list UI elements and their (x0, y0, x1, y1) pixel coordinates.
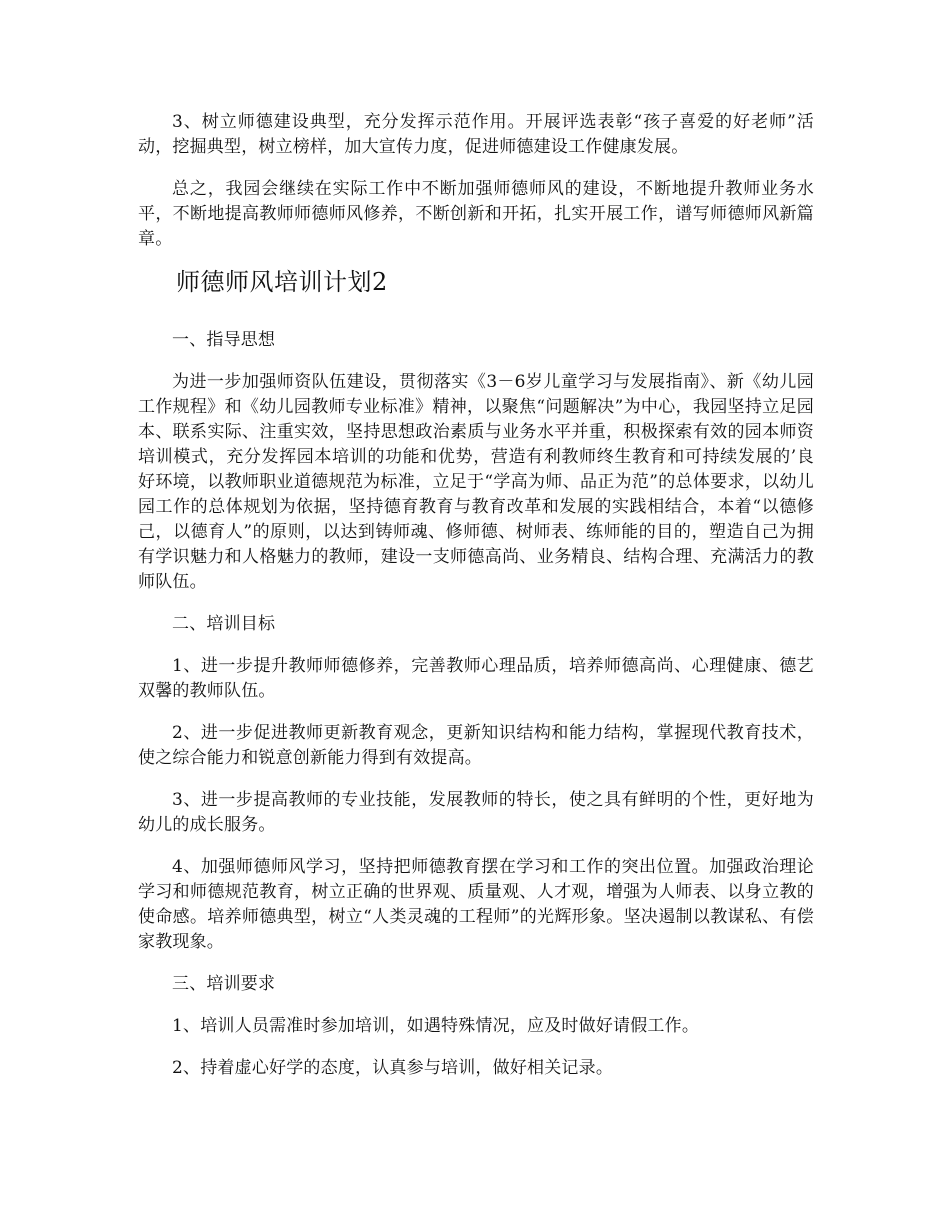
section-heading-guiding-ideology: 一、指导思想 (172, 330, 276, 350)
document-body (138, 110, 814, 1081)
paragraph-summary: 总之，我园会继续在实际工作中不断加强师德师风的建设，不断地提升教师业务水平，不断地提高教师师德师风修养，不断创新和开拓，扎实开展工作，谱写师德师风新篇章。 (138, 179, 814, 249)
goal-item-3: 3、进一步提高教师的专业技能，发展教师的特长，使之具有鲜明的个性，更好地为幼儿的成长服务。 (138, 790, 814, 835)
paragraph-item-3: 3、树立师德建设典型，充分发挥示范作用。开展评选表彰“孩子喜爱的好老师”活动，挖掘典型，树立榜样，加大宣传力度，促进师德建设工作健康发展。 (138, 112, 814, 157)
requirement-item-1: 1、培训人员需准时参加培训，如遇特殊情况，应及时做好请假工作。 (172, 1016, 700, 1036)
requirement-item-2: 2、持着虚心好学的态度，认真参与培训，做好相关记录。 (172, 1058, 614, 1078)
paragraph-guiding-ideology: 为进一步加强师资队伍建设，贯彻落实《3－6岁儿童学习与发展指南》、新《幼儿园工作规程》和《幼儿园教师专业标准》精神，以聚焦“问题解决”为中心，我园坚持立足园本、联系实际、注重实效，坚持思想政治素质与业务水平并重，积极探索有效的园本师资培训模式，充分发挥园本培训的功能和优势，营造有利教师终生教育和可持续发展的’良好环境，以教师职业道德规范为标准，立足于“学高为师、品正为范”的总体要求，以幼儿园工作的总体规划为依据，坚持德育教育与教育改革和发展的实践相结合，本着“以德修己，以德育人”的原则，以达到铸师魂、修师德、树师表、练师能的目的，塑造自己为拥有学识魅力和人格魅力的教师，建设一支师德高尚、业务精良、结构合理、充满活力的教师队伍。 (138, 372, 814, 592)
goal-item-4: 4、加强师德师风学习，坚持把师德教育摆在学习和工作的突出位置。加强政治理论学习和师德规范教育，树立正确的世界观、质量观、人才观，增强为人师表、以身立教的使命感。培养师德典型，树立“人类灵魂的工程师”的光辉形象。坚决遏制以教谋私、有偿家教现象。 (138, 857, 814, 952)
goal-item-1: 1、进一步提升教师师德修养，完善教师心理品质，培养师德高尚、心理健康、德艺双馨的教师队伍。 (138, 656, 814, 701)
section-heading-training-goals: 二、培训目标 (172, 614, 276, 634)
section-title: 师德师风培训计划2 (176, 268, 388, 296)
section-heading-training-requirements: 三、培训要求 (172, 974, 276, 994)
goal-item-2: 2、进一步促进教师更新教育观念，更新知识结构和能力结构，掌握现代教育技术，使之综合能力和锐意创新能力得到有效提高。 (138, 723, 814, 768)
